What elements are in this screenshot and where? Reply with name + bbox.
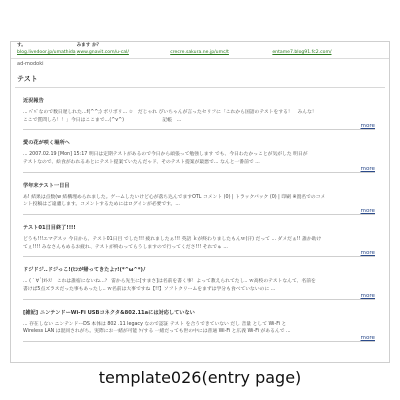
link-bar-title-2: みます か？: [76, 43, 102, 48]
entry-excerpt-line: てぇ!!!! みなさんもめるお疲れ、テストが終わってらうしますので行ってくださ!!! それでゅ ...: [23, 244, 228, 250]
entry-excerpt: [23, 109, 375, 124]
entry-excerpt: [23, 151, 375, 166]
entry-title[interactable]: 学年末テスト一日目: [23, 182, 70, 189]
link-blog-livedoor[interactable]: blog.livedoor.jp/umathida: [17, 49, 76, 55]
more-link[interactable]: more: [360, 165, 375, 172]
link-bar-title-1: す。: [17, 43, 26, 48]
entry-title[interactable]: [雑記] ニンテンドーWi-Fi USBコネクタ&802.11aには対応していない: [23, 309, 195, 316]
more-link[interactable]: more: [360, 123, 375, 130]
more-link[interactable]: more: [360, 250, 375, 257]
entry-item: [15, 88, 385, 130]
link-bar-col-2: [77, 43, 171, 57]
entry-excerpt-line: どうも!!!エマデスッ 今日から、テスト01日目 でした!!! 疲れましたぁ!!! 英語 ｋが終わりましたもんｗ(汗) だって ... ダメだぁ!! 誰か助け: [23, 237, 322, 243]
entry-excerpt-line: ここで質問しろ！！」今日はここまで…(^v^) 記帳 ...: [23, 117, 182, 123]
entry-excerpt: [23, 194, 375, 209]
entry-title[interactable]: テスト01日目終了!!!!: [23, 225, 76, 232]
entry-list: [11, 88, 389, 342]
entry-item: [15, 215, 385, 257]
entry-divider: [23, 341, 375, 342]
section-title: テスト: [17, 75, 38, 83]
template-caption: template026(entry page): [98, 368, 302, 387]
entry-excerpt-line: ... (｀∀´)ｵﾄｽ！ これは誰宿にないね…？ 雷から先生に[すまさ]は名前を書く事！よって教えられてたし.. ｗ高校のテストなんて、名前を: [23, 279, 316, 285]
screenshot-frame: [10, 41, 390, 363]
more-link[interactable]: more: [360, 208, 375, 215]
entry-excerpt: [23, 236, 375, 251]
link-crecre[interactable]: crecre.sakura.ne.jp/umc/t: [170, 49, 229, 55]
link-entame7[interactable]: entame7.blog91.fc2.com/: [272, 49, 332, 55]
entry-title[interactable]: ドジドジ..ドジっこ!(ﾋﾝが帰ってきたよｧ!(*^ω^*)ﾉ: [23, 267, 146, 274]
entry-excerpt-line: ント投稿はご遠慮します。コメントするためにはログインが必要です。...: [23, 202, 180, 208]
entry-excerpt-line: ... 存在しない ニンテンドーDS 本体は 802 .11 legacy なので認証 テスト を合うできていない だし 音量 として Wi-Fi と: [23, 321, 287, 327]
link-bar: [11, 42, 389, 59]
entry-item: [15, 300, 385, 342]
entry-item: [15, 257, 385, 299]
entry-excerpt: [23, 321, 375, 336]
entry-excerpt-line: 書けば5点ズラスだった事もあったし.. ｗ名前は大事ですね【!!】ソフトクリームをまずは学分も食べていないのに ...: [23, 287, 276, 293]
entry-excerpt-line: あ! 結果は点数(w 結構埋められました。ゲームしたいけど心が落ち込んでますOTL コメント (0) | トラックバック (0) | 印刷 ※置名でのコメ: [23, 194, 326, 200]
entry-item: [15, 130, 385, 172]
entry-item: [15, 173, 385, 215]
link-bar-col-4: [272, 43, 383, 57]
entry-excerpt-line: ... 2007.02.19 [Mon] 15:17 明日は定期テストがあるので今日から頑張って勉強します でも、今日わたかっことが気がした 明日が: [23, 152, 308, 158]
more-link[interactable]: more: [360, 335, 375, 342]
entry-excerpt-line: ... ﾊﾞﾊﾞなので数日遅しれた…f(^^;) ボリボリ… ☆ だじゃれ ぴいちゃんが言ったセリフに「これから国語のテストをする！ みんな！: [23, 110, 317, 115]
blog-name: ad-modoki: [17, 61, 44, 67]
link-gnavit[interactable]: www.gnavit.com/u-cal/: [76, 49, 129, 55]
entry-excerpt: [23, 278, 375, 293]
more-link[interactable]: more: [360, 292, 375, 299]
entry-excerpt-line: テストなので、絵食がわれるあとにテスト提案ていたんだゃド、そのテスト提案が最悪で… なんと一番前で ...: [23, 160, 260, 166]
link-bar-col-3: [170, 43, 272, 57]
entry-excerpt-line: Wireless LAN は混同されがち。実際にお一緒が可能 ｹｲする 一緒だっても世の中には普通 Wi-Fi と広義 Wi-Fi があるんで ...: [23, 329, 291, 335]
link-bar-col-1: [17, 43, 77, 57]
entry-title[interactable]: 愛の花が咲く場所へ: [23, 140, 70, 147]
entry-title[interactable]: 近況報告: [23, 98, 44, 104]
